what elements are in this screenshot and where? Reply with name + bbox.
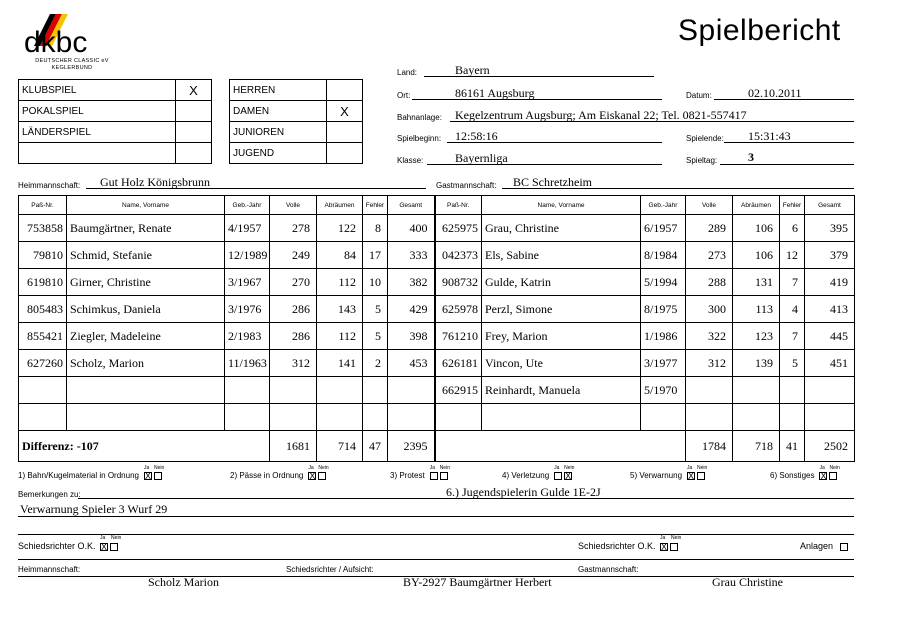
- check-item: [770, 465, 840, 481]
- page-title: Spielbericht: [678, 14, 841, 47]
- gast-pass-nr-cell[interactable]: [435, 404, 482, 431]
- col-header: Name, Vorname: [67, 196, 225, 215]
- gast-geb-jahr-cell[interactable]: 8/1984: [641, 242, 686, 269]
- type-label: JUGEND: [230, 143, 327, 164]
- sig-heim-label: Heimmannschaft:: [18, 565, 81, 574]
- col-header: Fehler: [780, 196, 805, 215]
- bahnanlage-line: [450, 121, 854, 122]
- gast-fehler-cell[interactable]: [780, 404, 805, 431]
- heim-pass-nr-cell[interactable]: 627260: [19, 350, 67, 377]
- header-row: [19, 196, 855, 215]
- heim-name-cell[interactable]: Schmid, Stefanie: [67, 242, 225, 269]
- heim-fehler-cell[interactable]: 10: [363, 269, 388, 296]
- spielbeginn-value[interactable]: 12:58:16: [455, 129, 498, 143]
- datum-value[interactable]: 02.10.2011: [748, 86, 802, 100]
- type-label: JUNIOREN: [230, 122, 327, 143]
- gast-pass-nr-cell[interactable]: 761210: [435, 323, 482, 350]
- heim-gesamt-cell[interactable]: 398: [388, 323, 435, 350]
- game-type-left: [18, 79, 212, 164]
- nein-label: Nein: [671, 535, 682, 541]
- gast-abraeumen-cell[interactable]: [733, 404, 780, 431]
- player-row: [19, 242, 855, 269]
- heim-abraeumen-cell[interactable]: [317, 377, 363, 404]
- player-row: [19, 296, 855, 323]
- anlagen-checkbox[interactable]: [840, 543, 848, 551]
- heim-name-cell[interactable]: Baumgärtner, Renate: [67, 215, 225, 242]
- logo-graphic: [22, 12, 122, 58]
- nein-checkbox[interactable]: [318, 472, 326, 480]
- spieltag-value[interactable]: 3: [748, 150, 754, 164]
- heim-name-cell[interactable]: Scholz, Marion: [67, 350, 225, 377]
- type-mark[interactable]: [176, 101, 212, 122]
- gast-pass-nr-cell[interactable]: 625975: [435, 215, 482, 242]
- nein-label: Nein: [439, 465, 450, 471]
- heim-volle-cell[interactable]: 270: [270, 269, 317, 296]
- heim-label: Heimmannschaft:: [18, 181, 81, 190]
- heim-fehler-cell[interactable]: 8: [363, 215, 388, 242]
- spieltag-label: Spieltag:: [686, 156, 718, 165]
- heim-pass-nr-cell[interactable]: [19, 377, 67, 404]
- nein-label: Nein: [564, 465, 575, 471]
- col-header: Paß-Nr.: [435, 196, 482, 215]
- gast-fehler-cell[interactable]: 6: [780, 215, 805, 242]
- heim-volle-cell[interactable]: [270, 377, 317, 404]
- totals-row: [19, 431, 855, 462]
- heim-volle-cell[interactable]: 286: [270, 323, 317, 350]
- total-cell: 47: [363, 431, 388, 462]
- heim-pass-nr-cell[interactable]: 855421: [19, 323, 67, 350]
- heim-geb-jahr-cell[interactable]: 12/1989: [225, 242, 270, 269]
- check-label: 2) Pässe in Ordnung: [230, 471, 304, 480]
- gast-abraeumen-cell[interactable]: [733, 377, 780, 404]
- gast-volle-cell[interactable]: 273: [686, 242, 733, 269]
- type-label: HERREN: [230, 80, 327, 101]
- heim-fehler-cell[interactable]: [363, 404, 388, 431]
- bemerkung-line-3: [18, 534, 854, 535]
- klasse-label: Klasse:: [397, 156, 424, 165]
- sig-line: [18, 576, 854, 577]
- gast-name-cell[interactable]: Vincon, Ute: [482, 350, 641, 377]
- heim-pass-nr-cell[interactable]: 619810: [19, 269, 67, 296]
- nein-label: Nein: [153, 465, 165, 471]
- nein-checkbox[interactable]: X: [565, 470, 572, 481]
- total-cell: 2395: [388, 431, 435, 462]
- heim-name-cell[interactable]: Girner, Christine: [67, 269, 225, 296]
- heim-volle-cell[interactable]: 249: [270, 242, 317, 269]
- type-mark[interactable]: [176, 122, 212, 143]
- gast-pass-nr-cell[interactable]: 626181: [435, 350, 482, 377]
- heim-geb-jahr-cell[interactable]: 2/1983: [225, 323, 270, 350]
- bahnanlage-value[interactable]: Kegelzentrum Augsburg; Am Eiskanal 22; Tel. 0821-557417: [455, 108, 747, 122]
- klasse-line: [427, 164, 662, 165]
- heim-volle-cell[interactable]: 312: [270, 350, 317, 377]
- gast-gesamt-cell[interactable]: 445: [805, 323, 855, 350]
- col-header: Geb.-Jahr: [641, 196, 686, 215]
- heim-gesamt-cell[interactable]: 333: [388, 242, 435, 269]
- gast-name-cell[interactable]: Gulde, Katrin: [482, 269, 641, 296]
- gast-gesamt-cell[interactable]: 419: [805, 269, 855, 296]
- check-item: [230, 465, 329, 481]
- gast-fehler-cell[interactable]: 12: [780, 242, 805, 269]
- gast-gesamt-cell[interactable]: 395: [805, 215, 855, 242]
- land-label: Land:: [397, 68, 418, 77]
- total-cell: 1784: [686, 431, 733, 462]
- heim-abraeumen-cell[interactable]: 141: [317, 350, 363, 377]
- col-header: Abräumen: [733, 196, 780, 215]
- logo-org-line2: KEGLERBUND: [51, 65, 93, 71]
- check-item: [18, 465, 165, 481]
- spielende-line: [724, 142, 854, 143]
- col-header: Geb.-Jahr: [225, 196, 270, 215]
- spielbeginn-label: Spielbeginn:: [397, 134, 442, 143]
- gast-abraeumen-cell[interactable]: 106: [733, 242, 780, 269]
- spieltag-line: [720, 164, 854, 165]
- gast-abraeumen-cell[interactable]: 139: [733, 350, 780, 377]
- heim-pass-nr-cell[interactable]: 753858: [19, 215, 67, 242]
- player-row: [19, 269, 855, 296]
- gast-volle-cell[interactable]: [686, 377, 733, 404]
- gast-pass-nr-cell[interactable]: 908732: [435, 269, 482, 296]
- ja-label: Ja: [429, 465, 435, 471]
- sig-gast-label: Gastmannschaft:: [578, 565, 639, 574]
- gast-geb-jahr-cell[interactable]: 8/1975: [641, 296, 686, 323]
- datum-label: Datum:: [686, 91, 712, 100]
- bemerkung-1[interactable]: 6.) Jugendspielerin Gulde 1E-2J: [446, 485, 601, 499]
- check-label: 3) Protest: [390, 471, 425, 480]
- ort-line: [412, 99, 662, 100]
- total-cell: 718: [733, 431, 780, 462]
- ja-label: Ja: [687, 465, 693, 471]
- check-item: [502, 465, 575, 481]
- bemerkung-line-2: [18, 516, 854, 517]
- ja-checkbox[interactable]: X: [144, 470, 151, 481]
- type-mark[interactable]: [176, 143, 212, 164]
- heim-geb-jahr-cell[interactable]: [225, 377, 270, 404]
- heim-name-cell[interactable]: [67, 377, 225, 404]
- col-header: Volle: [270, 196, 317, 215]
- heim-gesamt-cell[interactable]: 429: [388, 296, 435, 323]
- checks-row: [18, 466, 854, 488]
- sig-sr-name[interactable]: BY-2927 Baumgärtner Herbert: [403, 575, 552, 589]
- nein-checkbox[interactable]: [440, 472, 448, 480]
- heim-fehler-cell[interactable]: 17: [363, 242, 388, 269]
- heim-geb-jahr-cell[interactable]: 3/1976: [225, 296, 270, 323]
- differenz: Differenz: -107: [19, 431, 270, 462]
- gast-geb-jahr-cell[interactable]: 5/1970: [641, 377, 686, 404]
- ja-label: Ja: [554, 465, 560, 471]
- heim-fehler-cell[interactable]: 2: [363, 350, 388, 377]
- sig-gast-name[interactable]: Grau Christine: [712, 575, 783, 589]
- gast-volle-cell[interactable]: [686, 404, 733, 431]
- col-header: Paß-Nr.: [19, 196, 67, 215]
- gast-gesamt-cell[interactable]: [805, 377, 855, 404]
- heim-gesamt-cell[interactable]: 382: [388, 269, 435, 296]
- gast-name-cell[interactable]: Frey, Marion: [482, 323, 641, 350]
- gast-volle-cell[interactable]: 300: [686, 296, 733, 323]
- heim-name-cell[interactable]: [67, 404, 225, 431]
- nein-checkbox[interactable]: [829, 472, 837, 480]
- gast-gesamt-cell[interactable]: 413: [805, 296, 855, 323]
- heim-line: [86, 188, 426, 189]
- ja-label: Ja: [308, 465, 314, 471]
- heim-fehler-cell[interactable]: 5: [363, 296, 388, 323]
- col-header: Gesamt: [805, 196, 855, 215]
- heim-abraeumen-cell[interactable]: 112: [317, 269, 363, 296]
- nein-label: Nein: [111, 535, 122, 541]
- heim-team[interactable]: Gut Holz Königsbrunn: [100, 175, 210, 189]
- ja-label: Ja: [143, 465, 150, 471]
- col-header: Fehler: [363, 196, 388, 215]
- ja-checkbox[interactable]: X: [688, 470, 695, 481]
- col-header: Abräumen: [317, 196, 363, 215]
- check-item: [630, 465, 708, 481]
- bemerkungen-label: Bemerkungen zu:: [18, 490, 81, 499]
- gast-label: Gastmannschaft:: [436, 181, 497, 190]
- total-empty: [435, 431, 686, 462]
- heim-pass-nr-cell[interactable]: [19, 404, 67, 431]
- total-cell: 1681: [270, 431, 317, 462]
- heim-geb-jahr-cell[interactable]: 4/1957: [225, 215, 270, 242]
- spielende-value[interactable]: 15:31:43: [748, 129, 791, 143]
- heim-gesamt-cell[interactable]: 453: [388, 350, 435, 377]
- gast-pass-nr-cell[interactable]: 042373: [435, 242, 482, 269]
- check-label: 6) Sonstiges: [770, 471, 815, 480]
- heim-geb-jahr-cell[interactable]: [225, 404, 270, 431]
- heim-abraeumen-cell[interactable]: 84: [317, 242, 363, 269]
- heim-name-cell[interactable]: Ziegler, Madeleine: [67, 323, 225, 350]
- gast-name-cell[interactable]: Els, Sabine: [482, 242, 641, 269]
- gast-abraeumen-cell[interactable]: 123: [733, 323, 780, 350]
- logo-letters: dkbc: [24, 26, 88, 58]
- spielbeginn-line: [447, 142, 662, 143]
- type-label: [19, 143, 176, 164]
- dkbc-logo: [22, 12, 122, 74]
- nein-checkbox[interactable]: [697, 472, 705, 480]
- sig-heim-name[interactable]: Scholz Marion: [148, 575, 219, 589]
- check-label: 1) Bahn/Kugelmaterial in Ordnung: [18, 471, 139, 480]
- score-table: [18, 195, 855, 462]
- gast-fehler-cell[interactable]: [780, 377, 805, 404]
- heim-volle-cell[interactable]: 286: [270, 296, 317, 323]
- heim-abraeumen-cell[interactable]: 112: [317, 323, 363, 350]
- heim-name-cell[interactable]: Schimkus, Daniela: [67, 296, 225, 323]
- total-cell: 714: [317, 431, 363, 462]
- gast-gesamt-cell[interactable]: 379: [805, 242, 855, 269]
- type-mark[interactable]: X: [327, 101, 363, 122]
- type-mark[interactable]: [327, 80, 363, 101]
- type-mark[interactable]: [327, 143, 363, 164]
- ja-checkbox[interactable]: [554, 472, 562, 480]
- gast-pass-nr-cell[interactable]: 662915: [435, 377, 482, 404]
- gast-name-cell[interactable]: [482, 404, 641, 431]
- ort-value[interactable]: 86161 Augsburg: [455, 86, 535, 100]
- ort-label: Ort:: [397, 91, 411, 100]
- heim-volle-cell[interactable]: 278: [270, 215, 317, 242]
- player-row: [19, 377, 855, 404]
- sr-ok-ja-checkbox[interactable]: X: [661, 541, 668, 552]
- gast-volle-cell[interactable]: 288: [686, 269, 733, 296]
- sr-ok-nein-checkbox[interactable]: [670, 543, 678, 551]
- gast-abraeumen-cell[interactable]: 106: [733, 215, 780, 242]
- heim-pass-nr-cell[interactable]: 79810: [19, 242, 67, 269]
- gast-volle-cell[interactable]: 312: [686, 350, 733, 377]
- heim-abraeumen-cell[interactable]: 122: [317, 215, 363, 242]
- check-label: 5) Verwarnung: [630, 471, 683, 480]
- type-label: DAMEN: [230, 101, 327, 122]
- ja-label: Ja: [660, 535, 666, 541]
- datum-line: [714, 99, 854, 100]
- ja-checkbox[interactable]: X: [820, 470, 827, 481]
- gast-geb-jahr-cell[interactable]: 1/1986: [641, 323, 686, 350]
- heim-gesamt-cell[interactable]: 400: [388, 215, 435, 242]
- gast-name-cell[interactable]: Reinhardt, Manuela: [482, 377, 641, 404]
- gast-fehler-cell[interactable]: 5: [780, 350, 805, 377]
- gast-geb-jahr-cell[interactable]: 5/1994: [641, 269, 686, 296]
- heim-pass-nr-cell[interactable]: 805483: [19, 296, 67, 323]
- gast-geb-jahr-cell[interactable]: 6/1957: [641, 215, 686, 242]
- player-row: [19, 404, 855, 431]
- gast-fehler-cell[interactable]: 7: [780, 323, 805, 350]
- heim-fehler-cell[interactable]: 5: [363, 323, 388, 350]
- gast-fehler-cell[interactable]: 7: [780, 269, 805, 296]
- sr-ok-right: [578, 535, 682, 552]
- land-value[interactable]: Bayern: [455, 63, 490, 77]
- nein-label: Nein: [318, 465, 329, 471]
- player-row: [19, 323, 855, 350]
- spielende-label: Spielende:: [686, 134, 724, 143]
- col-header: Name, Vorname: [482, 196, 641, 215]
- type-label: POKALSPIEL: [19, 101, 176, 122]
- player-row: [19, 215, 855, 242]
- heim-volle-cell[interactable]: [270, 404, 317, 431]
- gast-name-cell[interactable]: Perzl, Simone: [482, 296, 641, 323]
- ja-checkbox[interactable]: X: [309, 470, 316, 481]
- bahnanlage-label: Bahnanlage:: [397, 113, 442, 122]
- anlagen-label: Anlagen: [800, 541, 834, 551]
- sr-ok-label: Schiedsrichter O.K.: [578, 541, 656, 551]
- col-header: Gesamt: [388, 196, 435, 215]
- check-item: [390, 465, 450, 480]
- total-cell: 2502: [805, 431, 855, 462]
- sig-sr-label: Schiedsrichter / Aufsicht:: [286, 565, 374, 574]
- gast-line: [502, 188, 854, 189]
- bemerkung-line-1: [78, 498, 854, 499]
- gast-gesamt-cell[interactable]: [805, 404, 855, 431]
- sr-ok-label: Schiedsrichter O.K.: [18, 541, 96, 551]
- gast-geb-jahr-cell[interactable]: 3/1977: [641, 350, 686, 377]
- gast-geb-jahr-cell[interactable]: [641, 404, 686, 431]
- ja-label: Ja: [819, 465, 825, 471]
- bemerkung-2[interactable]: Verwarnung Spieler 3 Wurf 29: [20, 502, 168, 516]
- gast-volle-cell[interactable]: 322: [686, 323, 733, 350]
- logo-org-line1: DEUTSCHER CLASSIC eV: [35, 58, 109, 64]
- type-mark[interactable]: X: [176, 80, 212, 101]
- total-cell: 41: [780, 431, 805, 462]
- gast-fehler-cell[interactable]: 4: [780, 296, 805, 323]
- heim-geb-jahr-cell[interactable]: 11/1963: [225, 350, 270, 377]
- sr-ok-ja-checkbox[interactable]: X: [101, 541, 108, 552]
- heim-fehler-cell[interactable]: [363, 377, 388, 404]
- check-label: 4) Verletzung: [502, 471, 550, 480]
- land-line: [424, 76, 654, 77]
- game-type-right: [229, 79, 363, 164]
- gast-name-cell[interactable]: Grau, Christine: [482, 215, 641, 242]
- sr-line: [18, 559, 854, 560]
- gast-pass-nr-cell[interactable]: 625978: [435, 296, 482, 323]
- type-mark[interactable]: [327, 122, 363, 143]
- nein-checkbox[interactable]: [154, 472, 162, 480]
- nein-label: Nein: [697, 465, 708, 471]
- type-label: KLUBSPIEL: [19, 80, 176, 101]
- type-label: LÄNDERSPIEL: [19, 122, 176, 143]
- col-header: Volle: [686, 196, 733, 215]
- sr-ok-nein-checkbox[interactable]: [110, 543, 118, 551]
- klasse-value[interactable]: Bayernliga: [455, 151, 508, 165]
- sr-ok-left: [18, 535, 122, 552]
- heim-geb-jahr-cell[interactable]: 3/1967: [225, 269, 270, 296]
- nein-label: Nein: [829, 465, 840, 471]
- ja-checkbox[interactable]: [430, 472, 438, 480]
- gast-gesamt-cell[interactable]: 451: [805, 350, 855, 377]
- heim-gesamt-cell[interactable]: [388, 377, 435, 404]
- heim-abraeumen-cell[interactable]: [317, 404, 363, 431]
- gast-abraeumen-cell[interactable]: 131: [733, 269, 780, 296]
- heim-abraeumen-cell[interactable]: 143: [317, 296, 363, 323]
- gast-volle-cell[interactable]: 289: [686, 215, 733, 242]
- player-row: [19, 350, 855, 377]
- gast-abraeumen-cell[interactable]: 113: [733, 296, 780, 323]
- gast-team[interactable]: BC Schretzheim: [513, 175, 592, 189]
- heim-gesamt-cell[interactable]: [388, 404, 435, 431]
- anlagen: [800, 541, 848, 551]
- ja-label: Ja: [100, 535, 106, 541]
